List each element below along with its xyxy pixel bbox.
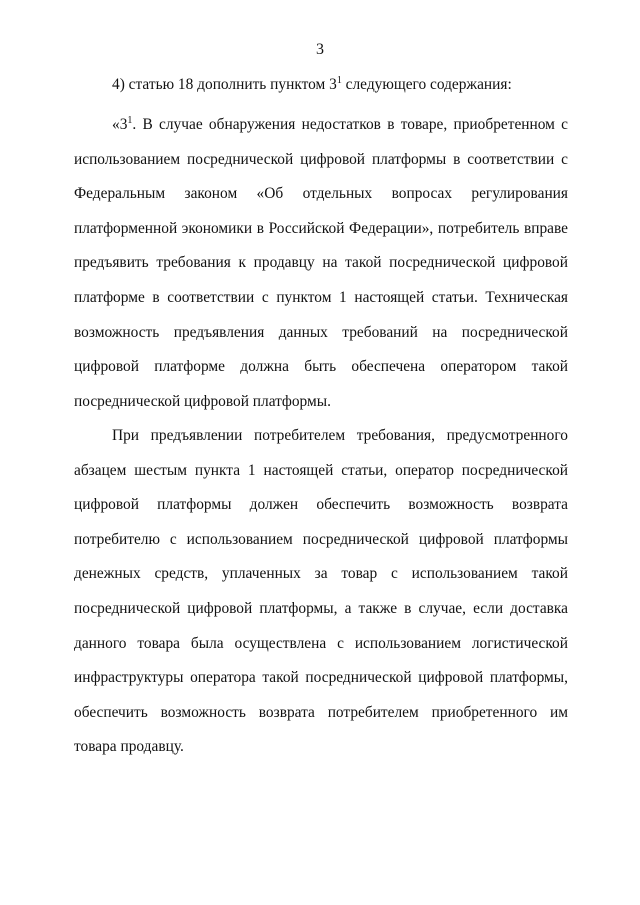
superscript: 1 xyxy=(127,115,133,126)
superscript: 1 xyxy=(336,75,342,86)
paragraph-refund-provision xyxy=(74,419,568,765)
paragraph-new-point xyxy=(74,108,568,419)
text-run: «3 xyxy=(112,116,128,133)
paragraph-text xyxy=(74,108,568,419)
text-run: . В случае обнаружения недостатков в товаре, приобретенном с использованием посреднической цифровой платформы в соответствии с Федеральным законом «Об отдельных вопросах регулирования платформенной экономики в Российской Федерации», потребитель вправе предъявить требования к продавцу на такой посреднической цифровой платформе в соответствии с пунктом 1 настоящей статьи. Техническая возможность предъявления данных требований на посреднической цифровой платформе должна быть обеспечена оператором такой посреднической цифровой платформы. xyxy=(74,116,568,410)
paragraph-text xyxy=(74,68,568,103)
paragraph-text: При предъявлении потребителем требования, предусмотренного абзацем шестым пункта 1 настоящей статьи, оператор посреднической цифровой платформы должен обеспечить возможность возврата потребителю с использованием посреднической цифровой платформы денежных средств, уплаченных за товар с использованием такой посреднической цифровой платформы, а также в случае, если доставка данного товара была осуществлена с использованием логистической инфраструктуры оператора такой посреднической цифровой платформы, обеспечить возможность возврата потребителем приобретенного им товара продавцу. xyxy=(74,427,568,756)
text-run: следующего содержания: xyxy=(341,76,512,93)
paragraph-amendment-intro xyxy=(74,68,568,103)
page-number: 3 xyxy=(316,41,324,58)
text-run: 4) статью 18 дополнить пунктом 3 xyxy=(112,76,337,93)
